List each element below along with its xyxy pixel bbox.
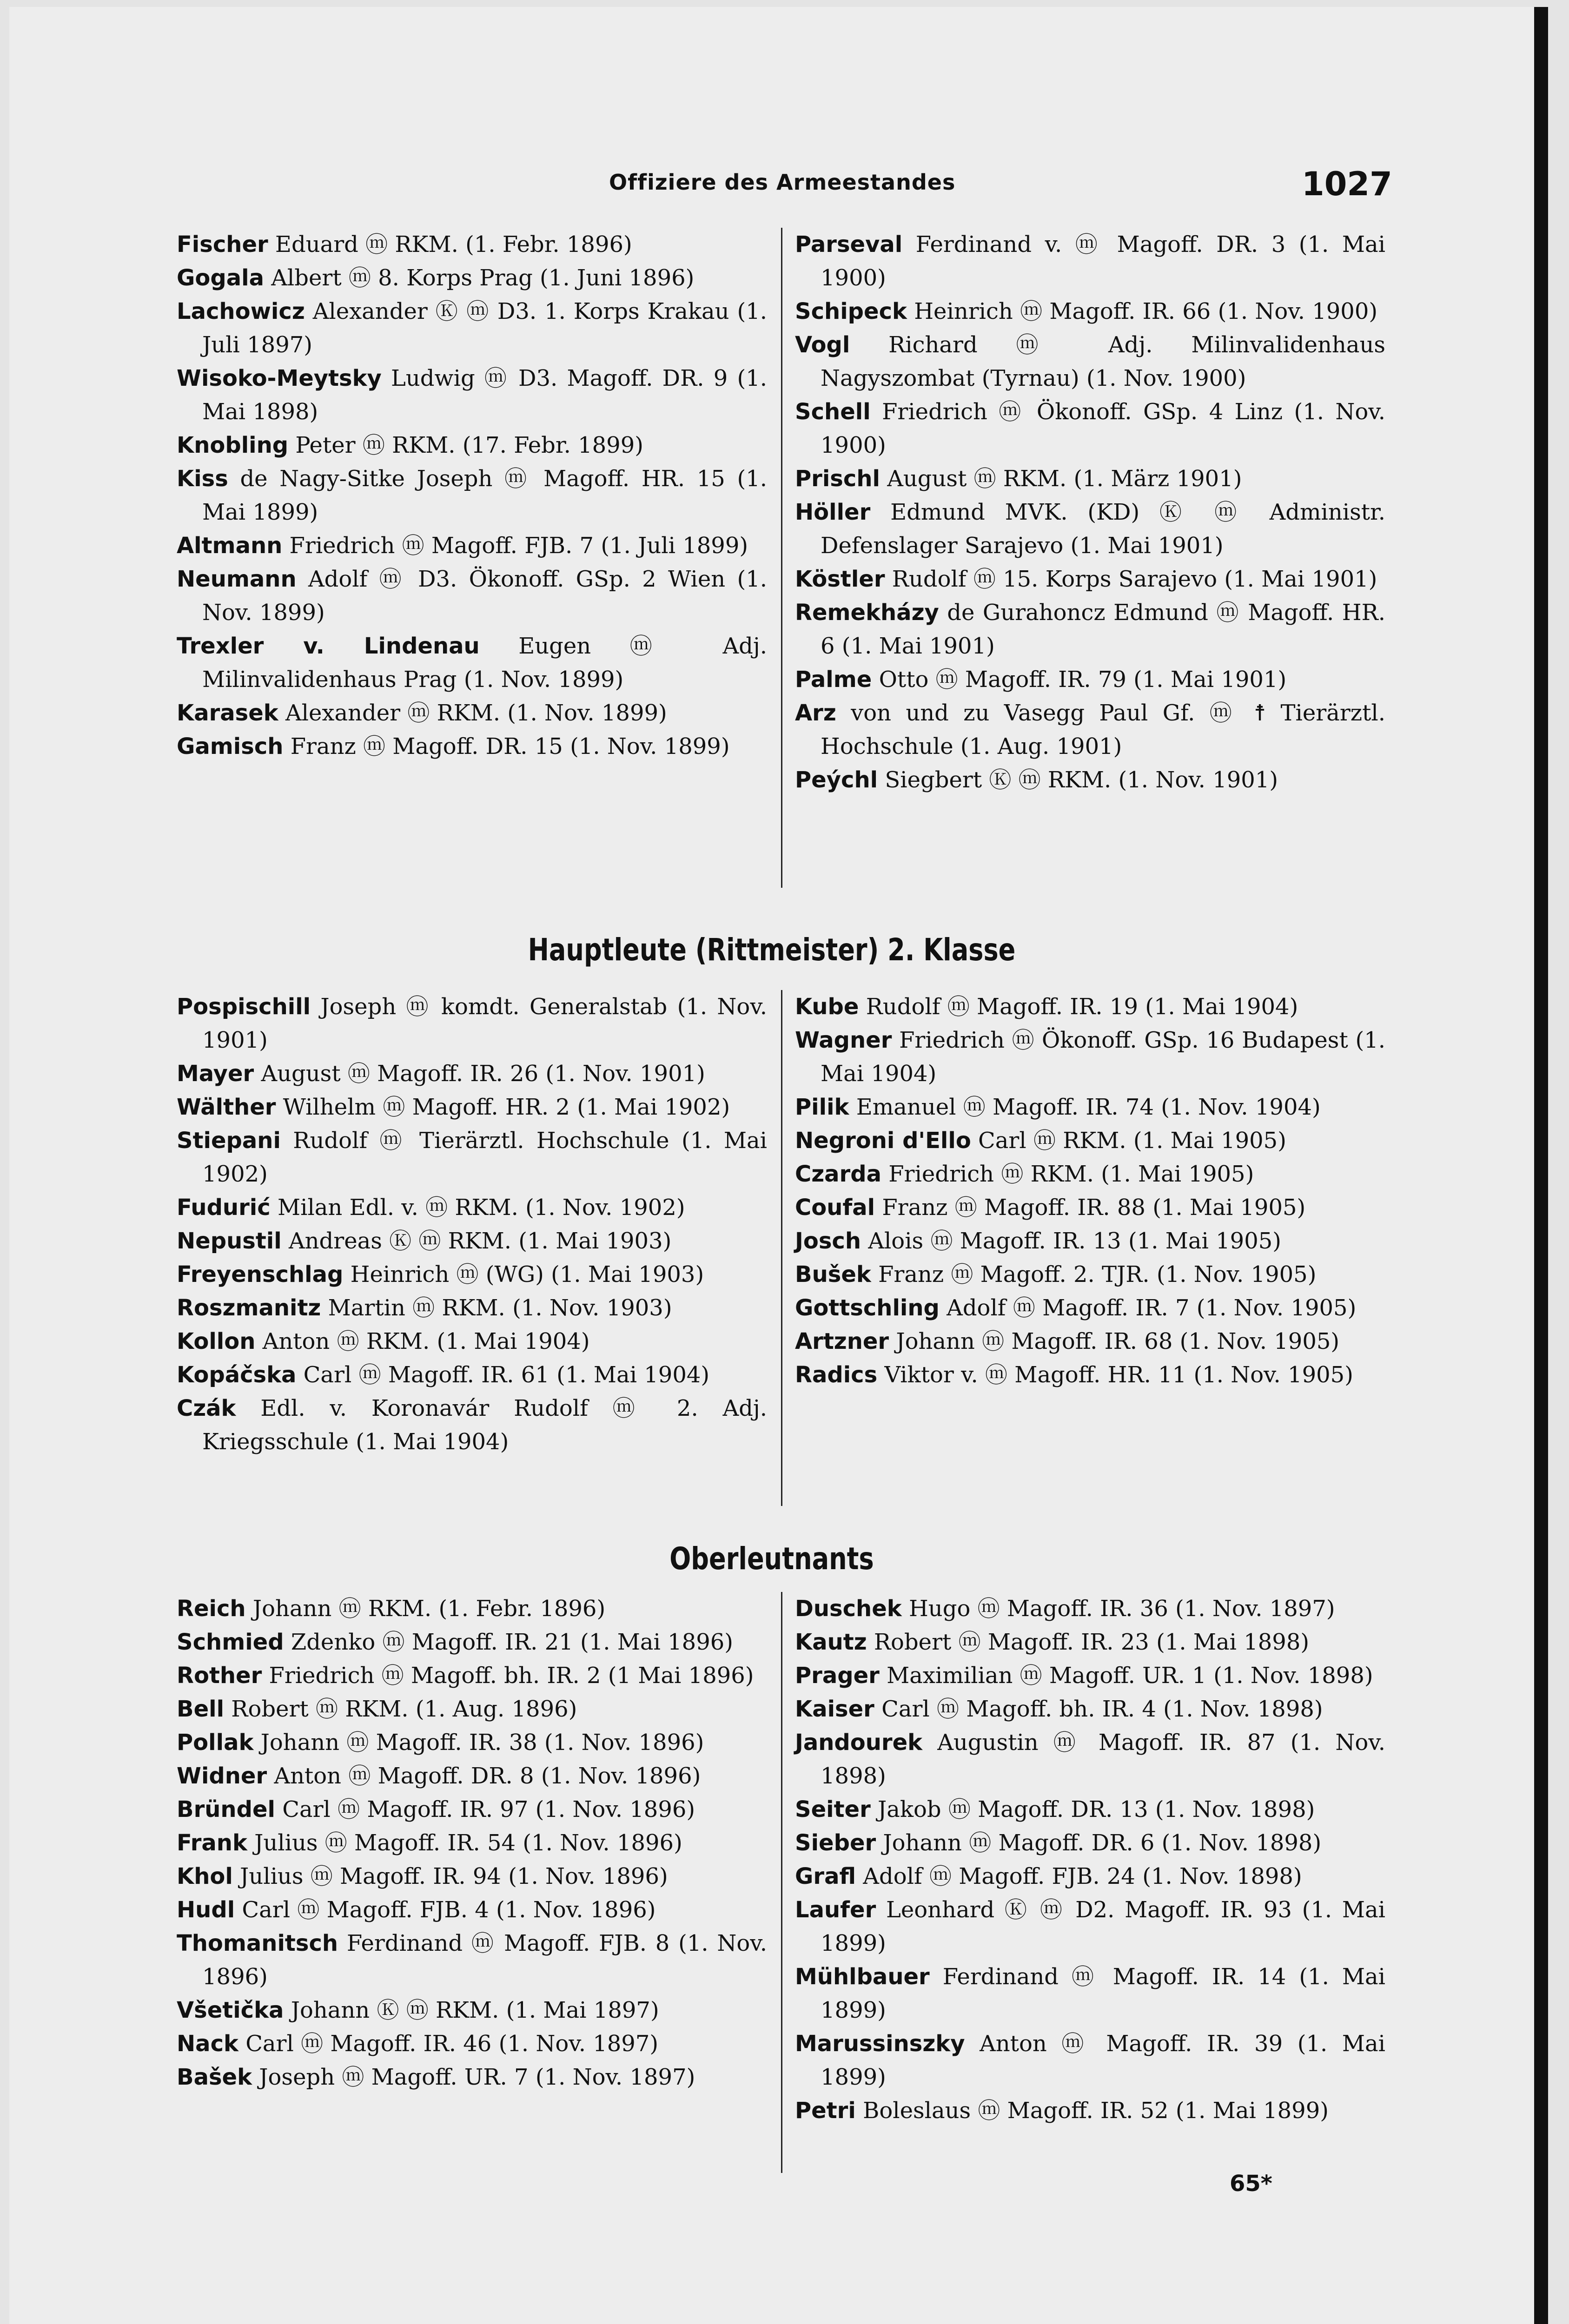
- officer-surname: Rother: [177, 1663, 262, 1689]
- officer-details: Leonhard Ⓚ ⓜ D2. Magoff. IR. 93 (1. Mai 1899): [821, 1897, 1385, 1956]
- officer-details: Johann ⓜ Magoff. IR. 68 (1. Nov. 1905): [889, 1328, 1340, 1354]
- right-column: [795, 228, 1385, 797]
- officer-surname: Pollak: [177, 1730, 254, 1756]
- officer-entry: [177, 295, 767, 362]
- officer-entry: [177, 1224, 767, 1258]
- officer-details: Rudolf ⓜ 15. Korps Sarajevo (1. Mai 1901): [885, 566, 1377, 592]
- officer-surname: Nepustil: [177, 1228, 282, 1254]
- officer-surname: Roszmanitz: [177, 1295, 321, 1321]
- left-column: [177, 228, 767, 763]
- officer-surname: Vogl: [795, 332, 850, 358]
- officer-details: Hugo ⓜ Magoff. IR. 36 (1. Nov. 1897): [901, 1596, 1335, 1622]
- officer-details: Franz ⓜ Magoff. DR. 15 (1. Nov. 1899): [283, 733, 730, 759]
- officer-surname: Freyenschlag: [177, 1261, 344, 1287]
- officer-surname: Radics: [795, 1362, 878, 1388]
- officer-surname: Seiter: [795, 1796, 871, 1822]
- officer-entry: [177, 1692, 767, 1726]
- officer-details: Julius ⓜ Magoff. IR. 94 (1. Nov. 1896): [232, 1863, 668, 1889]
- officer-details: Edmund MVK. (KD) Ⓚ ⓜ Administr. Defenslager Sarajevo (1. Mai 1901): [821, 499, 1385, 559]
- officer-surname: Wisoko-Meytsky: [177, 365, 382, 391]
- book-page: [9, 7, 1548, 2324]
- officer-surname: Gamisch: [177, 733, 284, 759]
- officer-entry: [177, 562, 767, 629]
- officer-surname: Všetička: [177, 1997, 284, 2023]
- officer-entry: [177, 1994, 767, 2027]
- officer-details: Anton ⓜ Magoff. IR. 39 (1. Mai 1899): [821, 2031, 1385, 2090]
- officer-entry: [177, 2027, 767, 2060]
- officer-entry: [177, 1927, 767, 1994]
- officer-details: Carl ⓜ Magoff. IR. 46 (1. Nov. 1897): [238, 2031, 659, 2057]
- section-heading-oberleutnants: Oberleutnants: [669, 1541, 874, 1577]
- officer-entry: [795, 1023, 1385, 1090]
- officer-details: Joseph ⓜ Magoff. UR. 7 (1. Nov. 1897): [252, 2064, 695, 2090]
- signature-mark: 65*: [1230, 2171, 1272, 2197]
- officer-details: Friedrich ⓜ Magoff. FJB. 7 (1. Juli 1899): [282, 533, 748, 559]
- officer-surname: Bründel: [177, 1796, 275, 1822]
- officer-entry: [177, 990, 767, 1057]
- officer-details: Otto ⓜ Magoff. IR. 79 (1. Mai 1901): [872, 667, 1287, 693]
- officer-surname: Arz: [795, 700, 836, 726]
- officer-entry: [177, 1258, 767, 1291]
- officer-surname: Gogala: [177, 265, 264, 291]
- officer-details: Jakob ⓜ Magoff. DR. 13 (1. Nov. 1898): [870, 1796, 1315, 1822]
- officer-entry: [795, 596, 1385, 663]
- officer-entry: [177, 1893, 767, 1927]
- officer-surname: Widner: [177, 1763, 267, 1789]
- officer-details: von und zu Vasegg Paul Gf. ⓜ ☨ Tierärztl. Hochschule (1. Aug. 1901): [821, 700, 1385, 759]
- officer-entry: [795, 395, 1385, 462]
- officer-surname: Petri: [795, 2098, 856, 2124]
- officer-surname: Hudl: [177, 1897, 235, 1923]
- officer-surname: Josch: [795, 1228, 861, 1254]
- officer-surname: Laufer: [795, 1897, 876, 1923]
- officer-surname: Schell: [795, 399, 871, 425]
- officer-details: Alexander ⓜ RKM. (1. Nov. 1899): [278, 700, 667, 726]
- officer-entry: [795, 495, 1385, 562]
- officer-details: Ferdinand ⓜ Magoff. IR. 14 (1. Mai 1899): [821, 1964, 1385, 2023]
- officer-surname: Mühlbauer: [795, 1964, 930, 1990]
- officer-details: Martin ⓜ RKM. (1. Nov. 1903): [321, 1295, 672, 1321]
- officer-entry: [795, 562, 1385, 596]
- officer-entry: [795, 1358, 1385, 1392]
- officer-details: Siegbert Ⓚ ⓜ RKM. (1. Nov. 1901): [878, 767, 1278, 793]
- officer-entry: [795, 1726, 1385, 1793]
- officer-details: Franz ⓜ Magoff. 2. TJR. (1. Nov. 1905): [871, 1261, 1317, 1287]
- officer-entry: [177, 1325, 767, 1358]
- officer-entry: [177, 1191, 767, 1224]
- officer-surname: Mayer: [177, 1061, 254, 1087]
- officer-details: Friedrich ⓜ Magoff. bh. IR. 2 (1 Mai 1896): [262, 1663, 754, 1689]
- officer-entry: [177, 1057, 767, 1090]
- officer-surname: Peýchl: [795, 767, 878, 793]
- officer-details: Carl ⓜ Magoff. IR. 97 (1. Nov. 1896): [275, 1796, 695, 1822]
- officer-surname: Wagner: [795, 1027, 892, 1053]
- officer-entry: [177, 1793, 767, 1826]
- officer-surname: Wälther: [177, 1094, 276, 1120]
- officer-details: Julius ⓜ Magoff. IR. 54 (1. Nov. 1896): [247, 1830, 682, 1856]
- section-heading-hauptleute: Hauptleute (Rittmeister) 2. Klasse: [528, 932, 1016, 968]
- officer-details: Heinrich ⓜ Magoff. IR. 66 (1. Nov. 1900): [907, 298, 1378, 324]
- officer-details: Viktor v. ⓜ Magoff. HR. 11 (1. Nov. 1905): [877, 1362, 1353, 1388]
- officer-entry: [177, 1659, 767, 1692]
- officer-surname: Prischl: [795, 466, 880, 492]
- officer-entry: [795, 2094, 1385, 2127]
- officer-surname: Lachowicz: [177, 298, 305, 324]
- officer-entry: [795, 1625, 1385, 1659]
- officer-surname: Parseval: [795, 231, 903, 257]
- officer-details: August ⓜ Magoff. IR. 26 (1. Nov. 1901): [254, 1061, 705, 1087]
- officer-details: Joseph ⓜ komdt. Generalstab (1. Nov. 1901): [202, 994, 767, 1053]
- officer-surname: Bušek: [795, 1261, 871, 1287]
- officer-details: Alois ⓜ Magoff. IR. 13 (1. Mai 1905): [861, 1228, 1281, 1254]
- officer-entry: [795, 663, 1385, 696]
- officer-entry: [795, 1124, 1385, 1157]
- officer-details: Heinrich ⓜ (WG) (1. Mai 1903): [343, 1261, 704, 1287]
- officer-details: Boleslaus ⓜ Magoff. IR. 52 (1. Mai 1899): [855, 2098, 1329, 2124]
- right-column: [795, 1592, 1385, 2127]
- officer-details: Edl. v. Koronavár Rudolf ⓜ 2. Adj. Kriegsschule (1. Mai 1904): [202, 1395, 767, 1455]
- officer-entry: [795, 1692, 1385, 1726]
- officer-details: Johann Ⓚ ⓜ RKM. (1. Mai 1897): [284, 1997, 659, 2023]
- officer-entry: [795, 763, 1385, 797]
- officer-entry: [795, 1860, 1385, 1893]
- officer-details: Anton ⓜ RKM. (1. Mai 1904): [255, 1328, 590, 1354]
- officer-details: Robert ⓜ Magoff. IR. 23 (1. Mai 1898): [867, 1629, 1310, 1655]
- officer-details: Alexander Ⓚ ⓜ D3. 1. Korps Krakau (1. Juli 1897): [202, 298, 767, 358]
- officer-surname: Altmann: [177, 533, 283, 559]
- officer-entry: [177, 1358, 767, 1392]
- officer-surname: Bašek: [177, 2064, 252, 2090]
- officer-details: Rudolf ⓜ Tierärztl. Hochschule (1. Mai 1902): [202, 1128, 767, 1187]
- officer-entry: [177, 730, 767, 763]
- officer-details: Wilhelm ⓜ Magoff. HR. 2 (1. Mai 1902): [276, 1094, 730, 1120]
- officer-surname: Fischer: [177, 231, 268, 257]
- officer-entry: [177, 1759, 767, 1793]
- officer-surname: Gottschling: [795, 1295, 940, 1321]
- officer-surname: Trexler v. Lindenau: [177, 633, 480, 659]
- column-divider: [781, 1592, 782, 2173]
- left-column: [177, 990, 767, 1459]
- running-title: Offiziere des Armeestandes: [609, 170, 956, 195]
- officer-entry: [177, 529, 767, 562]
- officer-surname: Negroni d'Ello: [795, 1128, 971, 1154]
- officer-surname: Knobling: [177, 432, 289, 458]
- officer-surname: Czák: [177, 1395, 236, 1421]
- officer-entry: [177, 1826, 767, 1860]
- officer-surname: Artzner: [795, 1328, 889, 1354]
- officer-surname: Höller: [795, 499, 871, 525]
- officer-details: Johann ⓜ Magoff. DR. 6 (1. Nov. 1898): [876, 1830, 1322, 1856]
- officer-entry: [795, 1291, 1385, 1325]
- officer-entry: [795, 462, 1385, 495]
- officer-surname: Kollon: [177, 1328, 256, 1354]
- officer-surname: Grafl: [795, 1863, 856, 1889]
- officer-entry: [795, 1659, 1385, 1692]
- officer-entry: [177, 362, 767, 429]
- officer-details: Albert ⓜ 8. Korps Prag (1. Juni 1896): [264, 265, 695, 291]
- officer-details: Anton ⓜ Magoff. DR. 8 (1. Nov. 1896): [267, 1763, 701, 1789]
- officer-entry: [795, 1826, 1385, 1860]
- officer-surname: Stiepani: [177, 1128, 281, 1154]
- officer-details: Ferdinand ⓜ Magoff. FJB. 8 (1. Nov. 1896): [202, 1930, 767, 1990]
- officer-surname: Czarda: [795, 1161, 881, 1187]
- officer-details: Adolf ⓜ Magoff. IR. 7 (1. Nov. 1905): [939, 1295, 1357, 1321]
- officer-surname: Thomanitsch: [177, 1930, 338, 1956]
- section-3-columns: [177, 1592, 1385, 2173]
- officer-entry: [795, 1224, 1385, 1258]
- page-number: 1027: [1302, 165, 1392, 203]
- officer-surname: Palme: [795, 667, 872, 693]
- officer-details: de Gurahoncz Edmund ⓜ Magoff. HR. 6 (1. Mai 1901): [821, 600, 1385, 659]
- officer-surname: Prager: [795, 1663, 880, 1689]
- officer-details: Zdenko ⓜ Magoff. IR. 21 (1. Mai 1896): [284, 1629, 734, 1655]
- officer-surname: Köstler: [795, 566, 885, 592]
- officer-details: Friedrich ⓜ Ökonoff. GSp. 16 Budapest (1. Mai 1904): [821, 1027, 1385, 1087]
- officer-surname: Sieber: [795, 1830, 876, 1856]
- officer-details: Carl ⓜ Magoff. bh. IR. 4 (1. Nov. 1898): [874, 1696, 1323, 1722]
- officer-entry: [177, 1291, 767, 1325]
- officer-surname: Kaiser: [795, 1696, 874, 1722]
- officer-entry: [795, 295, 1385, 328]
- officer-details: Robert ⓜ RKM. (1. Aug. 1896): [224, 1696, 577, 1722]
- officer-details: Carl ⓜ Magoff. IR. 61 (1. Mai 1904): [296, 1362, 710, 1388]
- officer-surname: Schipeck: [795, 298, 907, 324]
- officer-entry: [795, 1258, 1385, 1291]
- section-2-columns: [177, 990, 1385, 1506]
- officer-entry: [795, 1893, 1385, 1960]
- officer-surname: Pilik: [795, 1094, 849, 1120]
- officer-details: Ferdinand v. ⓜ Magoff. DR. 3 (1. Mai 1900): [821, 231, 1385, 291]
- officer-surname: Nack: [177, 2031, 238, 2057]
- officer-details: Eugen ⓜ Adj. Milinvalidenhaus Prag (1. Nov. 1899): [202, 633, 767, 693]
- officer-details: Emanuel ⓜ Magoff. IR. 74 (1. Nov. 1904): [849, 1094, 1321, 1120]
- officer-details: Johann ⓜ Magoff. IR. 38 (1. Nov. 1896): [253, 1730, 704, 1756]
- officer-details: Rudolf ⓜ Magoff. IR. 19 (1. Mai 1904): [859, 994, 1298, 1020]
- officer-details: Peter ⓜ RKM. (17. Febr. 1899): [288, 432, 643, 458]
- officer-entry: [795, 328, 1385, 395]
- officer-surname: Neumann: [177, 566, 297, 592]
- officer-surname: Reich: [177, 1596, 246, 1622]
- section-1-columns: [177, 228, 1385, 888]
- officer-entry: [795, 1157, 1385, 1191]
- officer-entry: [795, 696, 1385, 763]
- officer-surname: Kopáčska: [177, 1362, 297, 1388]
- officer-surname: Coufal: [795, 1195, 875, 1221]
- officer-entry: [177, 1726, 767, 1759]
- officer-surname: Bell: [177, 1696, 225, 1722]
- officer-details: Friedrich ⓜ Ökonoff. GSp. 4 Linz (1. Nov. 1900): [821, 399, 1385, 458]
- officer-details: Adolf ⓜ D3. Ökonoff. GSp. 2 Wien (1. Nov. 1899): [202, 566, 767, 626]
- officer-entry: [795, 228, 1385, 295]
- page-header: [9, 165, 1534, 202]
- officer-entry: [795, 2027, 1385, 2094]
- officer-entry: [795, 1090, 1385, 1124]
- officer-details: Richard ⓜ Adj. Milinvalidenhaus Nagyszombat (Tyrnau) (1. Nov. 1900): [821, 332, 1385, 391]
- officer-entry: [177, 2060, 767, 2094]
- officer-surname: Schmied: [177, 1629, 284, 1655]
- officer-entry: [177, 1592, 767, 1625]
- officer-entry: [795, 1191, 1385, 1224]
- officer-entry: [177, 261, 767, 295]
- officer-details: Maximilian ⓜ Magoff. UR. 1 (1. Nov. 1898): [879, 1663, 1373, 1689]
- left-column: [177, 1592, 767, 2094]
- officer-entry: [177, 1124, 767, 1191]
- officer-surname: Kiss: [177, 466, 228, 492]
- officer-surname: Frank: [177, 1830, 247, 1856]
- officer-surname: Remekházy: [795, 600, 939, 626]
- right-column: [795, 990, 1385, 1392]
- officer-entry: [177, 629, 767, 696]
- officer-surname: Fudurić: [177, 1195, 271, 1221]
- officer-surname: Duschek: [795, 1596, 902, 1622]
- officer-surname: Pospischill: [177, 994, 311, 1020]
- officer-entry: [177, 462, 767, 529]
- officer-entry: [177, 1625, 767, 1659]
- column-divider: [781, 990, 782, 1506]
- officer-entry: [795, 1793, 1385, 1826]
- officer-surname: Khol: [177, 1863, 233, 1889]
- officer-details: Franz ⓜ Magoff. IR. 88 (1. Mai 1905): [875, 1195, 1306, 1221]
- officer-entry: [795, 1325, 1385, 1358]
- officer-surname: Jandourek: [795, 1730, 923, 1756]
- officer-details: Andreas Ⓚ ⓜ RKM. (1. Mai 1903): [281, 1228, 672, 1254]
- officer-details: Friedrich ⓜ RKM. (1. Mai 1905): [881, 1161, 1254, 1187]
- officer-entry: [795, 990, 1385, 1023]
- officer-details: Carl ⓜ RKM. (1. Mai 1905): [971, 1128, 1286, 1154]
- officer-details: August ⓜ RKM. (1. März 1901): [880, 466, 1242, 492]
- officer-entry: [177, 1860, 767, 1893]
- officer-details: Eduard ⓜ RKM. (1. Febr. 1896): [268, 231, 632, 257]
- officer-details: Augustin ⓜ Magoff. IR. 87 (1. Nov. 1898): [821, 1730, 1385, 1789]
- officer-entry: [795, 1960, 1385, 2027]
- officer-surname: Karasek: [177, 700, 278, 726]
- officer-entry: [795, 1592, 1385, 1625]
- officer-entry: [177, 429, 767, 462]
- officer-details: Carl ⓜ Magoff. FJB. 4 (1. Nov. 1896): [235, 1897, 656, 1923]
- officer-entry: [177, 696, 767, 730]
- officer-details: Adolf ⓜ Magoff. FJB. 24 (1. Nov. 1898): [856, 1863, 1302, 1889]
- officer-surname: Marussinszky: [795, 2031, 965, 2057]
- officer-entry: [177, 1392, 767, 1459]
- officer-surname: Kautz: [795, 1629, 867, 1655]
- officer-entry: [177, 1090, 767, 1124]
- officer-details: Johann ⓜ RKM. (1. Febr. 1896): [245, 1596, 606, 1622]
- officer-entry: [177, 228, 767, 261]
- officer-details: Milan Edl. v. ⓜ RKM. (1. Nov. 1902): [270, 1195, 685, 1221]
- officer-surname: Kube: [795, 994, 859, 1020]
- column-divider: [781, 228, 782, 888]
- officer-details: de Nagy-Sitke Joseph ⓜ Magoff. HR. 15 (1. Mai 1899): [202, 466, 767, 525]
- officer-details: Ludwig ⓜ D3. Magoff. DR. 9 (1. Mai 1898): [202, 365, 767, 425]
